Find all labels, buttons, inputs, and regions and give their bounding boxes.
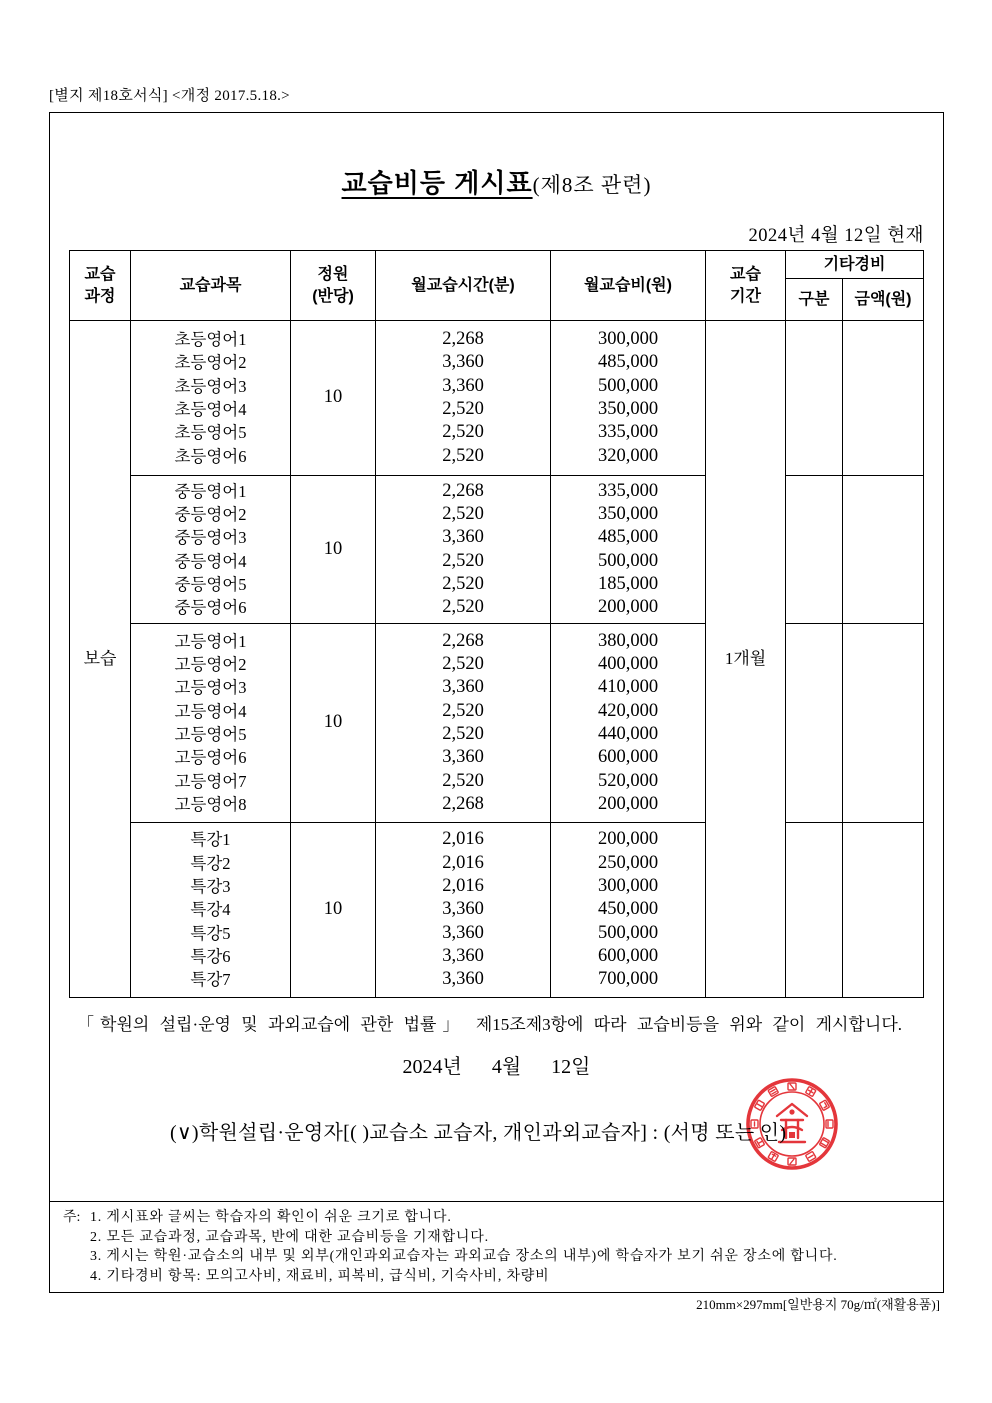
monthly-minutes-value: 2,520 — [442, 445, 484, 466]
other-expense-amount-cell — [843, 321, 924, 476]
monthly-minutes-value: 3,360 — [442, 922, 484, 943]
monthly-fee-value: 500,000 — [597, 922, 659, 943]
header-course-line: 교습 — [84, 265, 116, 283]
legal-declaration: 「학원의 설립·운영 및 과외교습에 관한 법률」 제15조제3항에 따라 교습비등을 위와 같이 게시합니다. — [77, 1015, 902, 1034]
subject-name: 고등영어2 — [174, 655, 247, 675]
other-expense-category-cell — [786, 624, 843, 823]
period-cell: 1개월 — [706, 321, 786, 998]
capacity-cell: 10 — [291, 624, 376, 823]
subject-name: 고등영어6 — [174, 748, 247, 768]
monthly-minutes-value: 3,360 — [442, 945, 484, 966]
subject-name: 초등영어2 — [174, 353, 247, 373]
subject-name: 특강4 — [190, 900, 231, 920]
other-expense-category-cell — [786, 823, 843, 998]
capacity-cell: 10 — [291, 823, 376, 998]
minutes-cell — [376, 476, 551, 624]
subject-name: 특강1 — [190, 830, 231, 850]
subject-name: 고등영어3 — [174, 678, 247, 698]
monthly-fee-value: 500,000 — [597, 375, 659, 396]
seal-ring-glyphs — [751, 1083, 833, 1165]
notes-list — [90, 1208, 838, 1286]
monthly-fee-value: 335,000 — [597, 480, 659, 501]
date-day: 12일 — [551, 1056, 591, 1078]
fee-cell — [551, 823, 706, 998]
header-other-category: 구분 — [786, 279, 843, 321]
form-number-header: [별지 제18호서식] <개정 2017.5.18.> — [49, 88, 290, 104]
subject-name: 고등영어7 — [174, 771, 247, 791]
monthly-minutes-value: 2,520 — [442, 770, 484, 791]
monthly-fee-value: 485,000 — [597, 352, 659, 373]
subject-name: 고등영어8 — [174, 794, 247, 814]
table-header — [70, 251, 924, 321]
monthly-minutes-value: 2,520 — [442, 724, 484, 744]
monthly-fee-value: 485,000 — [597, 527, 659, 548]
subject-name: 초등영어5 — [174, 423, 247, 443]
title-reference: (제8조 관련) — [532, 173, 652, 197]
monthly-minutes-value: 3,360 — [442, 677, 484, 698]
monthly-minutes-value: 3,360 — [442, 352, 484, 373]
minutes-cell — [376, 823, 551, 998]
subject-cell — [131, 823, 291, 998]
header-period-line: 기간 — [730, 287, 761, 305]
paper-spec: 210mm×297mm[일반용지 70g/㎡(재활용품)] — [696, 1297, 940, 1312]
monthly-minutes-value: 2,520 — [442, 422, 484, 443]
fee-cell — [551, 321, 706, 476]
course-group-row — [70, 624, 924, 823]
signer-line: (∨)학원설립·운영자[( )교습소 교습자, 개인과외교습자] : (서명 또는 인) — [170, 1122, 787, 1144]
other-expense-category-cell — [786, 476, 843, 624]
monthly-minutes-value: 2,268 — [442, 480, 484, 501]
monthly-fee-value: 520,000 — [597, 770, 659, 791]
minutes-cell — [376, 624, 551, 823]
monthly-minutes-value: 2,268 — [442, 793, 484, 814]
header-other-expenses: 기타경비 — [786, 251, 924, 279]
subject-name: 특강5 — [190, 923, 231, 943]
subject-cell — [131, 476, 291, 624]
monthly-fee-value: 250,000 — [597, 852, 659, 873]
monthly-fee-value: 380,000 — [597, 630, 659, 651]
header-capacity-line: 정원 — [317, 265, 349, 283]
capacity-cell: 10 — [291, 476, 376, 624]
monthly-fee-value: 410,000 — [597, 677, 659, 698]
title-main: 교습비등 게시표 — [341, 168, 533, 198]
tuition-fee-table — [69, 250, 924, 998]
subject-name: 고등영어1 — [174, 631, 247, 651]
monthly-fee-value: 200,000 — [597, 793, 659, 814]
fee-cell — [551, 476, 706, 624]
as-of-date: 2024년 4월 12일 현재 — [748, 226, 924, 246]
date-month: 4월 — [491, 1056, 522, 1078]
note-item: 4. 기타경비 항목: 모의고사비, 재료비, 피복비, 급식비, 기숙사비, 차량비 — [90, 1268, 550, 1284]
subject-cell — [131, 321, 291, 476]
header-subject: 교습과목 — [131, 251, 291, 321]
monthly-fee-value: 300,000 — [597, 329, 659, 350]
monthly-minutes-value: 3,360 — [442, 747, 484, 768]
note-item: 1. 게시표와 글씨는 학습자의 확인이 쉬운 크기로 합니다. — [90, 1210, 452, 1225]
course-group-row — [70, 476, 924, 624]
fee-cell — [551, 624, 706, 823]
other-expense-amount-cell — [843, 476, 924, 624]
capacity-cell: 10 — [291, 321, 376, 476]
monthly-minutes-value: 2,520 — [442, 573, 484, 594]
monthly-fee-value: 200,000 — [597, 829, 659, 850]
monthly-fee-value: 320,000 — [597, 445, 659, 466]
subject-name: 특강3 — [190, 877, 231, 897]
subject-name: 중등영어1 — [174, 481, 247, 501]
monthly-minutes-value: 3,360 — [442, 375, 484, 396]
official-seal — [744, 1076, 840, 1172]
header-period — [706, 251, 786, 321]
header-row — [70, 251, 924, 279]
monthly-minutes-value: 3,360 — [442, 527, 484, 548]
monthly-fee-value: 700,000 — [597, 969, 659, 990]
note-item: 3. 게시는 학원·교습소의 내부 및 외부(개인과외교습자는 과외교습 장소의 내부)에 학습자가 보기 쉬운 장소에 합니다. — [90, 1249, 838, 1265]
header-monthly-fee: 월교습비(원) — [551, 251, 706, 321]
monthly-minutes-value: 2,520 — [442, 597, 484, 618]
header-other-amount: 금액(원) — [843, 279, 924, 321]
notes-label: 주: — [63, 1210, 81, 1225]
monthly-minutes-value: 2,520 — [442, 700, 484, 721]
monthly-fee-value: 420,000 — [597, 700, 659, 721]
monthly-minutes-value: 2,016 — [442, 829, 484, 850]
page-title — [49, 165, 944, 206]
subject-name: 초등영어4 — [174, 400, 247, 419]
course-group-row — [70, 321, 924, 476]
course-cell: 보습 — [70, 321, 131, 998]
header-course-line: 과정 — [84, 287, 116, 305]
monthly-minutes-value: 2,520 — [442, 399, 484, 419]
subject-name: 중등영어3 — [174, 528, 247, 548]
monthly-minutes-value: 2,268 — [442, 329, 484, 350]
monthly-fee-value: 350,000 — [597, 503, 659, 524]
header-monthly-minutes: 월교습시간(분) — [376, 251, 551, 321]
minutes-cell — [376, 321, 551, 476]
table-body — [70, 321, 924, 998]
subject-name: 특강7 — [190, 970, 231, 990]
monthly-minutes-value: 2,268 — [442, 630, 484, 651]
subject-name: 특강6 — [190, 946, 231, 966]
other-expense-amount-cell — [843, 624, 924, 823]
monthly-minutes-value: 2,520 — [442, 503, 484, 524]
subject-name: 특강2 — [190, 853, 231, 873]
monthly-minutes-value: 2,520 — [442, 550, 484, 571]
monthly-fee-value: 400,000 — [597, 654, 659, 675]
subject-cell — [131, 624, 291, 823]
monthly-minutes-value: 2,520 — [442, 654, 484, 675]
monthly-minutes-value: 3,360 — [442, 969, 484, 990]
monthly-fee-value: 185,000 — [597, 573, 659, 594]
monthly-fee-value: 450,000 — [597, 899, 659, 920]
monthly-fee-value: 500,000 — [597, 550, 659, 571]
monthly-minutes-value: 2,016 — [442, 876, 484, 897]
monthly-fee-value: 200,000 — [597, 597, 659, 618]
subject-name: 고등영어5 — [174, 725, 247, 744]
monthly-fee-value: 350,000 — [597, 399, 659, 419]
subject-name: 초등영어6 — [174, 446, 247, 466]
other-expense-category-cell — [786, 321, 843, 476]
other-expense-amount-cell — [843, 823, 924, 998]
notes-section — [63, 1208, 933, 1290]
subject-name: 초등영어1 — [174, 330, 247, 350]
header-period-line: 교습 — [730, 265, 761, 283]
header-course — [70, 251, 131, 321]
header-capacity-line: (반당) — [312, 287, 354, 305]
seal-center-emblem — [777, 1104, 807, 1142]
subject-name: 고등영어4 — [174, 701, 247, 721]
subject-name: 중등영어5 — [174, 574, 247, 594]
monthly-minutes-value: 3,360 — [442, 899, 484, 920]
notes-divider — [49, 1201, 944, 1202]
header-capacity — [291, 251, 376, 321]
subject-name: 중등영어2 — [174, 504, 247, 524]
monthly-minutes-value: 2,016 — [442, 852, 484, 873]
course-group-row — [70, 823, 924, 998]
date-year: 2024년 — [402, 1056, 462, 1078]
monthly-fee-value: 300,000 — [597, 876, 659, 897]
subject-name: 초등영어3 — [174, 376, 247, 396]
monthly-fee-value: 600,000 — [597, 747, 659, 768]
monthly-fee-value: 600,000 — [597, 945, 659, 966]
note-item: 2. 모든 교습과정, 교습과목, 반에 대한 교습비등을 기재합니다. — [90, 1229, 489, 1245]
monthly-fee-value: 335,000 — [597, 422, 659, 443]
monthly-fee-value: 440,000 — [597, 724, 659, 744]
subject-name: 중등영어6 — [174, 598, 247, 618]
subject-name: 중등영어4 — [174, 551, 247, 571]
